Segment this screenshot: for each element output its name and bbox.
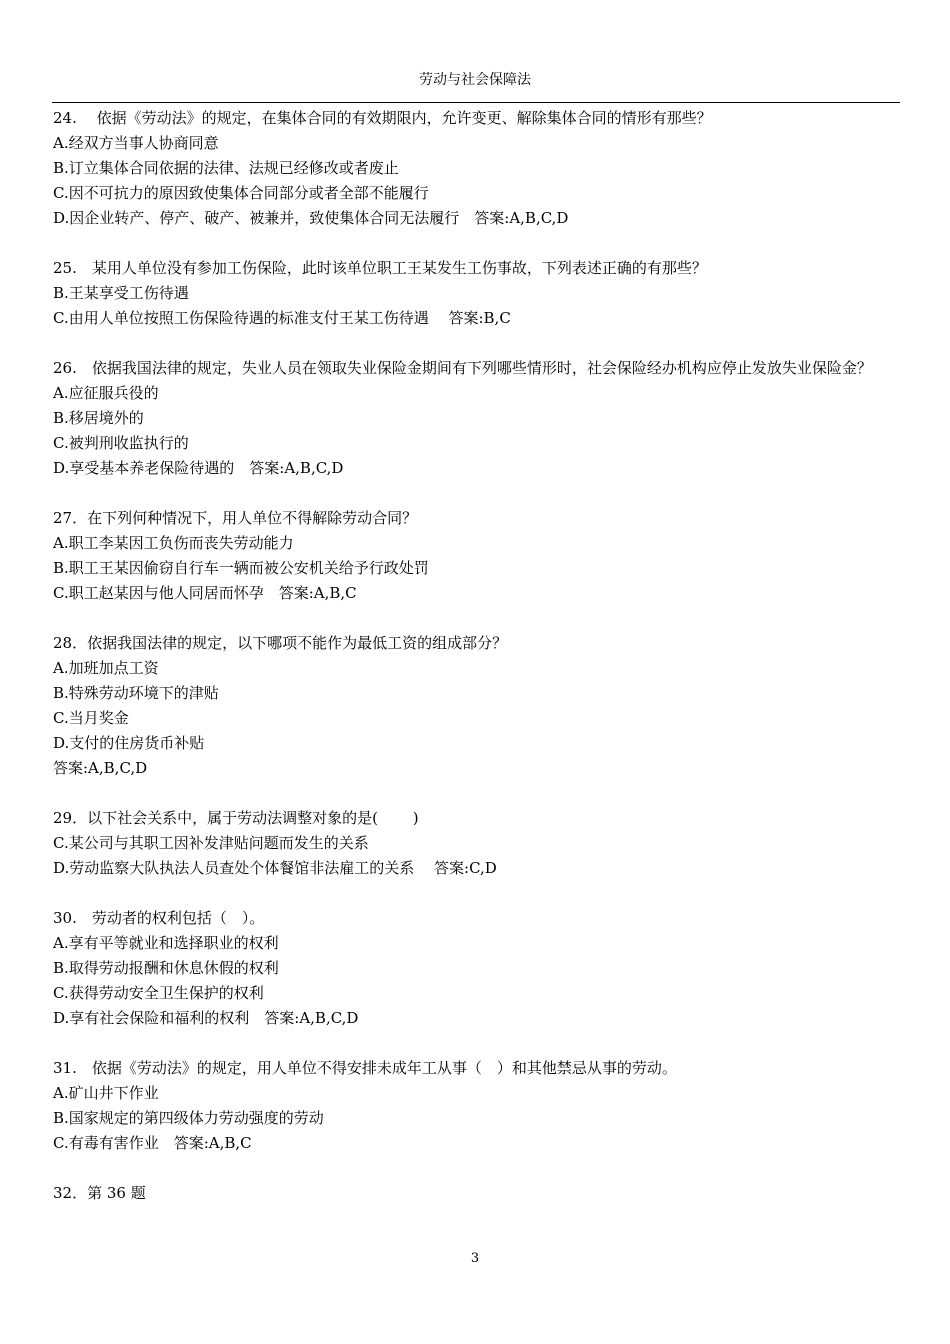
option-a: A.加班加点工资 [53,659,159,677]
answer: 答案:A,B,C,D [53,759,148,777]
option-d-answer: D.劳动监察大队执法人员查处个体餐馆非法雇工的关系 答案:C,D [53,859,497,877]
option-a: A.经双方当事人协商同意 [53,134,219,152]
question-text: 26. 依据我国法律的规定，失业人员在领取失业保险金期间有下列哪些情形时，社会保险经办机构应停止发放失业保险金？ [53,359,872,377]
question-text: 32．第 36 题 [53,1184,146,1202]
option-b: B.移居境外的 [53,409,144,427]
question-25 [53,256,901,331]
question-text: 31. 依据《劳动法》的规定，用人单位不得安排未成年工从事（ ）和其他禁忌从事的劳动。 [53,1059,677,1077]
question-30 [53,906,901,1031]
question-text: 25. 某用人单位没有参加工伤保险，此时该单位职工王某发生工伤事故，下列表述正确的有那些？ [53,259,707,277]
question-list [53,106,901,1231]
option-d-answer: D.享受基本养老保险待遇的 答案:A,B,C,D [53,459,344,477]
header-title: 劳动与社会保障法 [419,72,531,88]
option-d-answer: D.享有社会保险和福利的权利 答案:A,B,C,D [53,1009,359,1027]
option-c: C.某公司与其职工因补发津贴问题而发生的关系 [53,834,369,852]
question-24 [53,106,901,231]
question-text: 30. 劳动者的权利包括（ ）。 [53,909,265,927]
option-c: C.获得劳动安全卫生保护的权利 [53,984,264,1002]
option-a: A.享有平等就业和选择职业的权利 [53,934,279,952]
question-29 [53,806,901,881]
page-header [0,70,950,90]
option-c: C.被判刑收监执行的 [53,434,189,452]
option-b: B.职工王某因偷窃自行车一辆而被公安机关给予行政处罚 [53,559,429,577]
question-text: 29．以下社会关系中，属于劳动法调整对象的是( ) [53,809,419,827]
option-c-answer: C.职工赵某因与他人同居而怀孕 答案:A,B,C [53,584,357,602]
option-a: A.应征服兵役的 [53,384,159,402]
question-text: 28．依据我国法律的规定，以下哪项不能作为最低工资的组成部分？ [53,634,508,652]
option-b: B.取得劳动报酬和休息休假的权利 [53,959,279,977]
option-c: C.当月奖金 [53,709,129,727]
question-32 [53,1181,901,1206]
option-c-answer: C.由用人单位按照工伤保险待遇的标准支付王某工伤待遇 答案:B,C [53,309,511,327]
question-26 [53,356,901,481]
option-d: D.支付的住房货币补贴 [53,734,205,752]
option-b: B.订立集体合同依据的法律、法规已经修改或者废止 [53,159,399,177]
question-27 [53,506,901,606]
option-a: A.职工李某因工负伤而丧失劳动能力 [53,534,294,552]
page-number: 3 [470,1251,480,1266]
option-c-answer: C.有毒有害作业 答案:A,B,C [53,1134,252,1152]
option-d-answer: D.因企业转产、停产、破产、被兼并，致使集体合同无法履行 答案:A,B,C,D [53,209,569,227]
option-b: B.王某享受工伤待遇 [53,284,189,302]
question-text: 27．在下列何种情况下，用人单位不得解除劳动合同？ [53,509,418,527]
option-a: A.矿山井下作业 [53,1084,159,1102]
question-31 [53,1056,901,1156]
question-28 [53,631,901,781]
question-text: 24. 依据《劳动法》的规定，在集体合同的有效期限内，允许变更、解除集体合同的情形有那些？ [53,109,712,127]
header-rule [52,102,900,103]
option-b: B.特殊劳动环境下的津贴 [53,684,219,702]
option-b: B.国家规定的第四级体力劳动强度的劳动 [53,1109,324,1127]
option-c: C.因不可抗力的原因致使集体合同部分或者全部不能履行 [53,184,429,202]
page-footer [0,1249,950,1269]
